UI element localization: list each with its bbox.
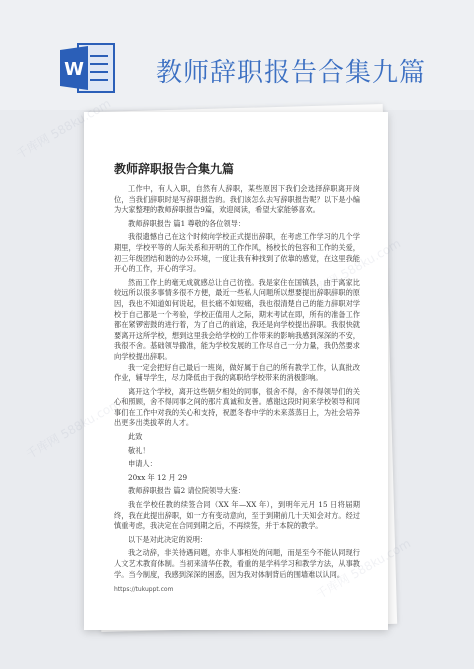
- watermark: 千库网 588ku.com: [23, 396, 123, 462]
- paragraph-heading-1: 教师辞职报告 篇1 尊敬的各位领导：: [128, 218, 245, 228]
- paragraph-4: 离开这个学校，离开这些朝夕相处的同事，很舍不得，舍不得领导们的关心和照顾，舍不得同事之间的那片真诚和友善。感谢这段时间来学校领导和同事们在工作中对我的关心和支持，祝愿冬春中学的未来蒸蒸日上，为社会培养出更多出类拔萃的人才。: [114, 386, 360, 428]
- date-line: 20xx 年 12 月 29: [128, 472, 188, 482]
- paragraph-2: 然而工作上的毫无成就感总让自己彷徨。我是家住在国镇县，由于离家比较远所以很多事情多很不方便，最近一些私人问题所以想要提出辞职辞职的原因，我也不知道如何说起，但长痛不如短痛，我也很清楚自己的能力辞职对学校于自己都是一个考验，学校正值用人之际，期末考试在即，所有的准备工作都在紧锣密鼓的进行着，为了自己的前途，我还是向学校提出辞职。我很快就要离开这所学校，想到这里我会给学校的工作带来的影响我感到深深的不安，我很不舍。基础领导撒准，能为学校发展的工作尽自己一分力量，我仍然要求向学校提出辞职。: [114, 277, 360, 361]
- applicant-label: 申请人：: [128, 459, 157, 469]
- paragraph-3: 我一定会把好自己最后一班岗，做好属于自己的所有教学工作，认真批改作业，辅导学生，尽力降低由于我的离职给学校带来的消极影响。: [114, 362, 360, 383]
- closing-line: 此致: [128, 432, 143, 442]
- paragraph-7: 我之动辞，非关待遇问题，亦非人事相处的问题，而是至今不能认同现行人文艺术教育体制。当初来清华任教，看重的是学科学习和教学方法，从事教学。当今制度，我感到深深的困惑，因为我对体制背后的围墙难以认同。: [114, 548, 360, 579]
- paragraph-heading-2: 教师辞职报告 篇2 请位院领导大鉴：: [128, 486, 245, 496]
- logo-letter: W: [64, 59, 84, 80]
- word-document-icon: [58, 42, 116, 94]
- document-body: [114, 184, 360, 580]
- paragraph-1: 我很遗憾自己在这个时候向学校正式提出辞职，在考虑工作学习的几个学期里，学校平等的人际关系和开明的工作作风，杨校长的包容和工作的关爱，初三年级团结和谐的办公环境，一度让我有种找到了依靠的感觉，在这里我能开心的工作，开心的学习。: [114, 232, 360, 274]
- document-title: 教师辞职报告合集九篇: [114, 162, 235, 176]
- paragraph-5: 我在学校任教的续签合同（XX 年—XX 年），到明年元月 15 日将届期终，我在此提出辞职，如一方有变动意向，至于到期前几十天知会对方。经过慎重考虑，我决定在合同到期之后，不再续签，并于本院的教学。: [114, 500, 360, 531]
- paragraph-6: 以下是对此决定的说明：: [128, 534, 208, 544]
- banner-title: 教师辞职报告合集九篇: [156, 58, 427, 88]
- document-page: [84, 112, 388, 630]
- watermark: 千库网 588ku.com: [13, 96, 113, 162]
- footer-url: https://tukuppt.com: [114, 586, 174, 593]
- paragraph-intro: 工作中，有人入职，自然有人辞职，某些原因下我们会选择辞职离开岗位，当我们辞职时是写辞职报告的。我们该怎么去写辞职报告呢？以下是小编为大家整理的教师辞职报告9篇，欢迎阅读，希望大家能够喜欢。: [114, 184, 360, 215]
- salutation: 敬礼！: [128, 445, 150, 455]
- header-banner: [0, 0, 474, 110]
